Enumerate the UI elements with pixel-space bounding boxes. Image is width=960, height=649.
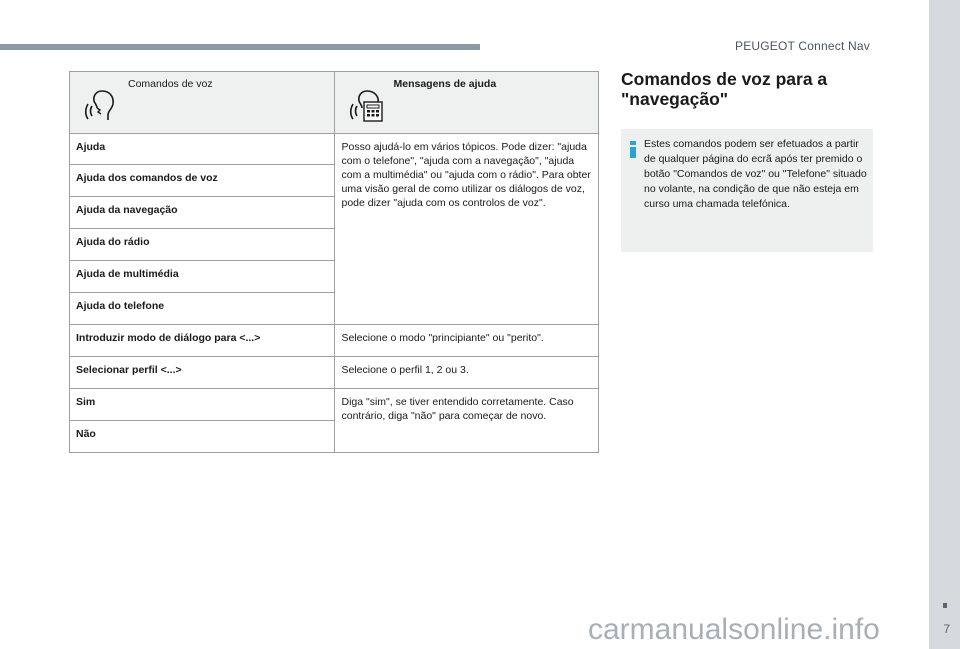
command-cell: Ajuda: [70, 134, 335, 165]
voice-keypad-icon: [349, 87, 385, 123]
command-cell: Ajuda do rádio: [70, 229, 335, 261]
page-number: 7: [943, 622, 950, 636]
command-cell: Ajuda do telefone: [70, 293, 335, 325]
command-cell: Ajuda dos comandos de voz: [70, 165, 335, 197]
command-cell: Introduzir modo de diálogo para <...>: [70, 325, 335, 357]
info-icon: [630, 141, 636, 158]
command-cell: Ajuda de multimédia: [70, 261, 335, 293]
command-cell: Ajuda da navegação: [70, 197, 335, 229]
info-box: [621, 129, 873, 252]
commands-column-header: Comandos de voz: [128, 78, 213, 90]
table-header-commands: [70, 72, 335, 134]
command-cell: Não: [70, 421, 335, 453]
message-cell: Selecione o perfil 1, 2 ou 3.: [335, 357, 599, 389]
help-message-cell: Posso ajudá-lo em vários tópicos. Pode dizer: "ajuda com o telefone", "ajuda com a navegação", "ajuda com a multimédia" ou "ajuda com o rádio". Para obter uma visão geral de como utilizar os diálogos de voz, pode dizer "ajuda com os controlos de voz".: [335, 134, 599, 325]
voice-command-icon: [84, 87, 120, 123]
watermark: carmanualsonline.info: [588, 613, 880, 646]
table-header-help: [335, 72, 599, 134]
info-text: Estes comandos podem ser efetuados a partir de qualquer página do ecrã após ter premido o botão "Comandos de voz" ou "Telefone" situado no volante, na condição de que não esteja em curso uma chamada telefónica.: [644, 138, 867, 210]
top-rule: [0, 44, 480, 50]
page-marker: [943, 603, 947, 608]
manual-header: PEUGEOT Connect Nav: [735, 39, 870, 53]
side-bar: [929, 0, 960, 649]
help-column-header: Mensagens de ajuda: [393, 78, 497, 90]
command-cell: Selecionar perfil <...>: [70, 357, 335, 389]
message-cell: Selecione o modo "principiante" ou "perito".: [335, 325, 599, 357]
command-cell: Sim: [70, 389, 335, 421]
voice-commands-table: [69, 71, 599, 453]
yes-no-message-cell: Diga "sim", se tiver entendido corretamente. Caso contrário, diga "não" para começar de novo.: [335, 389, 599, 453]
section-title: Comandos de voz para a "navegação": [621, 69, 828, 109]
